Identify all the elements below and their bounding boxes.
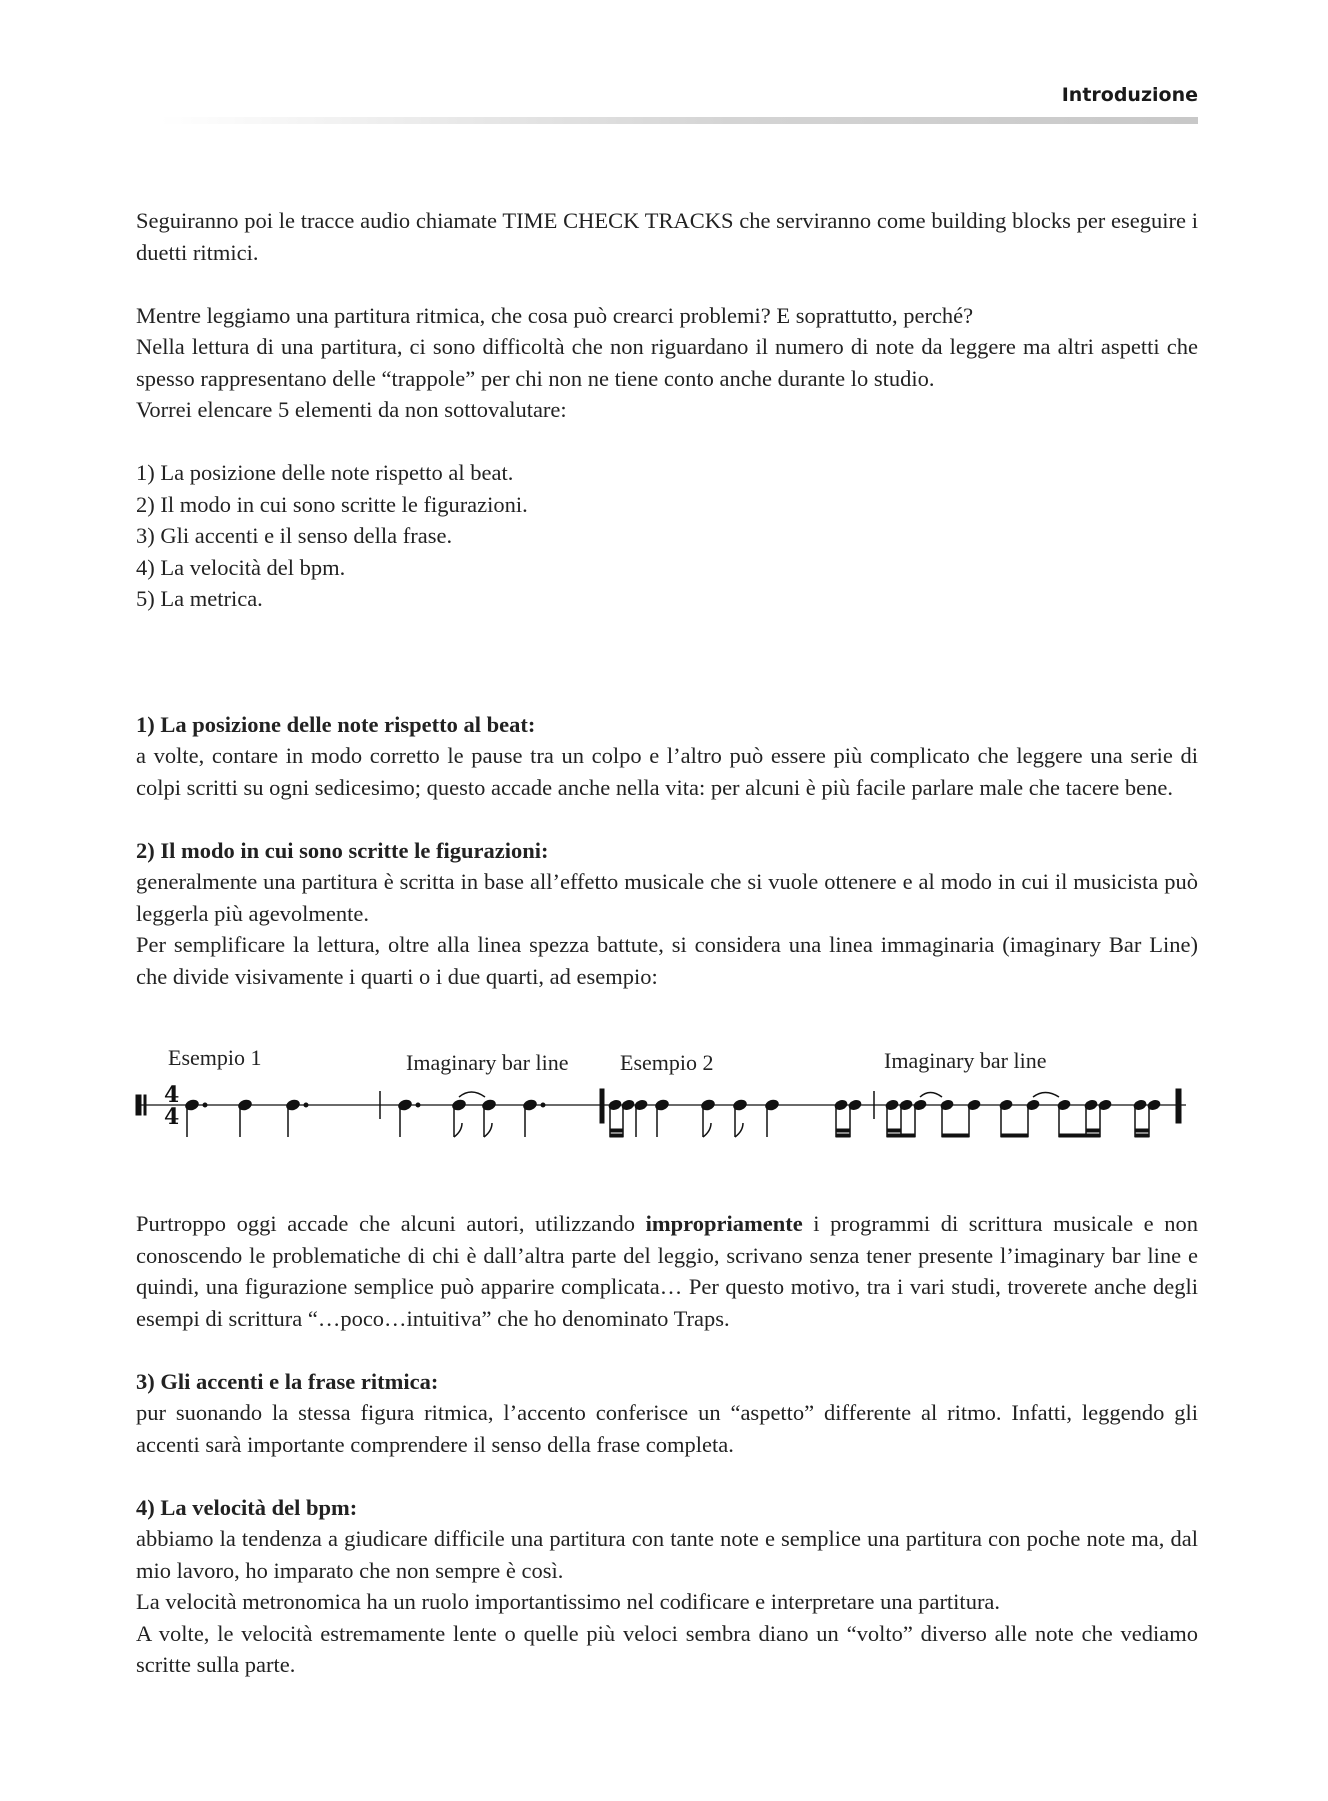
- repeat-start-thin-bar: [144, 1095, 146, 1115]
- main-text: [136, 205, 1198, 992]
- label-imaginary-bar-line-1: Imaginary bar line: [406, 1050, 569, 1075]
- intro-paragraph-2-line-3: Vorrei elencare 5 elementi da non sottovalutare:: [136, 397, 567, 422]
- end-barline: [1176, 1089, 1181, 1123]
- rhythm-staff: [130, 1045, 1200, 1155]
- running-header-title: Introduzione: [1061, 84, 1198, 106]
- measure-1: [184, 1099, 308, 1137]
- header-rule: [160, 117, 1198, 124]
- section-4-body-2: La velocità metronomica ha un ruolo importantissimo nel codificare e interpretare una partitura.: [136, 1589, 1001, 1614]
- main-text-continued: [136, 1208, 1198, 1681]
- label-esempio-2: Esempio 2: [620, 1050, 714, 1075]
- section-2-body-1: generalmente una partitura è scritta in base all’effetto musicale che si vuole ottenere e al modo in cui il musicista può leggerla più agevolmente.: [136, 869, 1198, 926]
- section-3-body: pur suonando la stessa figura ritmica, l’accento conferisce un “aspetto” differente al ritmo. Infatti, leggendo gli accenti sarà importante comprendere il senso della frase completa.: [136, 1400, 1198, 1457]
- list-item-1: 1) La posizione delle note rispetto al beat.: [136, 460, 514, 485]
- section-2-heading: 2) Il modo in cui sono scritte le figurazioni:: [136, 837, 549, 863]
- measure-2: [397, 1092, 545, 1137]
- section-barline: [600, 1089, 604, 1123]
- intro-paragraph-2-line-1: Mentre leggiamo una partitura ritmica, che cosa può crearci problemi? E soprattutto, perché?: [136, 302, 974, 328]
- section-2-body-2: Per semplificare la lettura, oltre alla linea spezza battute, si considera una linea immaginaria (imaginary Bar Line) che divide visivamente i quarti o i due quarti, ad esempio:: [136, 932, 1198, 989]
- section-4-body-1: abbiamo la tendenza a giudicare difficile una partitura con tante note e semplice una partitura con poche note ma, dal mio lavoro, ho imparato che non sempre è così.: [136, 1526, 1198, 1583]
- paragraph-text-start: Purtroppo oggi accade che alcuni autori, utilizzando: [136, 1211, 646, 1236]
- intro-paragraph-1: Seguiranno poi le tracce audio chiamate TIME CHECK TRACKS che serviranno come building blocks per eseguire i duetti ritmici.: [136, 208, 1198, 265]
- section-4-heading: 4) La velocità del bpm:: [136, 1494, 358, 1520]
- paragraph-imaginary-bar-line: [136, 1208, 1198, 1334]
- list-item-3: 3) Gli accenti e il senso della frase.: [136, 523, 453, 548]
- time-signature-bottom: 4: [164, 1104, 180, 1130]
- list-item-2: 2) Il modo in cui sono scritte le figurazioni.: [136, 491, 528, 517]
- list-item-5: 5) La metrica.: [136, 586, 263, 611]
- paragraph-text-end: i programmi di scrittura musicale e non conoscendo le problematiche di chi è dall’altra parte del leggio, scrivano senza tener presente l’imaginary bar line e quindi, una figurazione semplice può apparire complicata… Per questo motivo, tra i vari studi, troverete anche degli esempi di scrittura “…poco…intuitiva” che ho denominato Traps.: [136, 1211, 1198, 1331]
- label-esempio-1: Esempio 1: [168, 1045, 262, 1070]
- time-signature-top: 4: [164, 1082, 180, 1108]
- section-1-heading: 1) La posizione delle note rispetto al beat:: [136, 711, 536, 737]
- intro-paragraph-2-line-2: Nella lettura di una partitura, ci sono difficoltà che non riguardano il numero di note da leggere ma altri aspetti che spesso rappresentano delle “trappole” per chi non ne tiene conto anche durante lo studio.: [136, 334, 1198, 391]
- section-4-body-3: A volte, le velocità estremamente lente o quelle più veloci sembra diano un “volto” diverso alle note che vediamo scritte sulla parte.: [136, 1620, 1198, 1677]
- label-imaginary-bar-line-2: Imaginary bar line: [884, 1048, 1047, 1073]
- rhythm-notation-example: [130, 1045, 1200, 1155]
- repeat-start-thick-bar: [136, 1095, 141, 1115]
- section-1-body: a volte, contare in modo corretto le pause tra un colpo e l’altro può essere più complicato che leggere una serie di colpi scritti su ogni sedicesimo; questo accade anche nella vita: per alcuni è più facile parlare male che tacere bene.: [136, 743, 1198, 800]
- measure-3: [608, 1099, 862, 1137]
- bold-word: impropriamente: [645, 1211, 803, 1236]
- measure-4: [885, 1093, 1161, 1138]
- section-3-heading: 3) Gli accenti e la frase ritmica:: [136, 1368, 439, 1394]
- list-item-4: 4) La velocità del bpm.: [136, 554, 346, 580]
